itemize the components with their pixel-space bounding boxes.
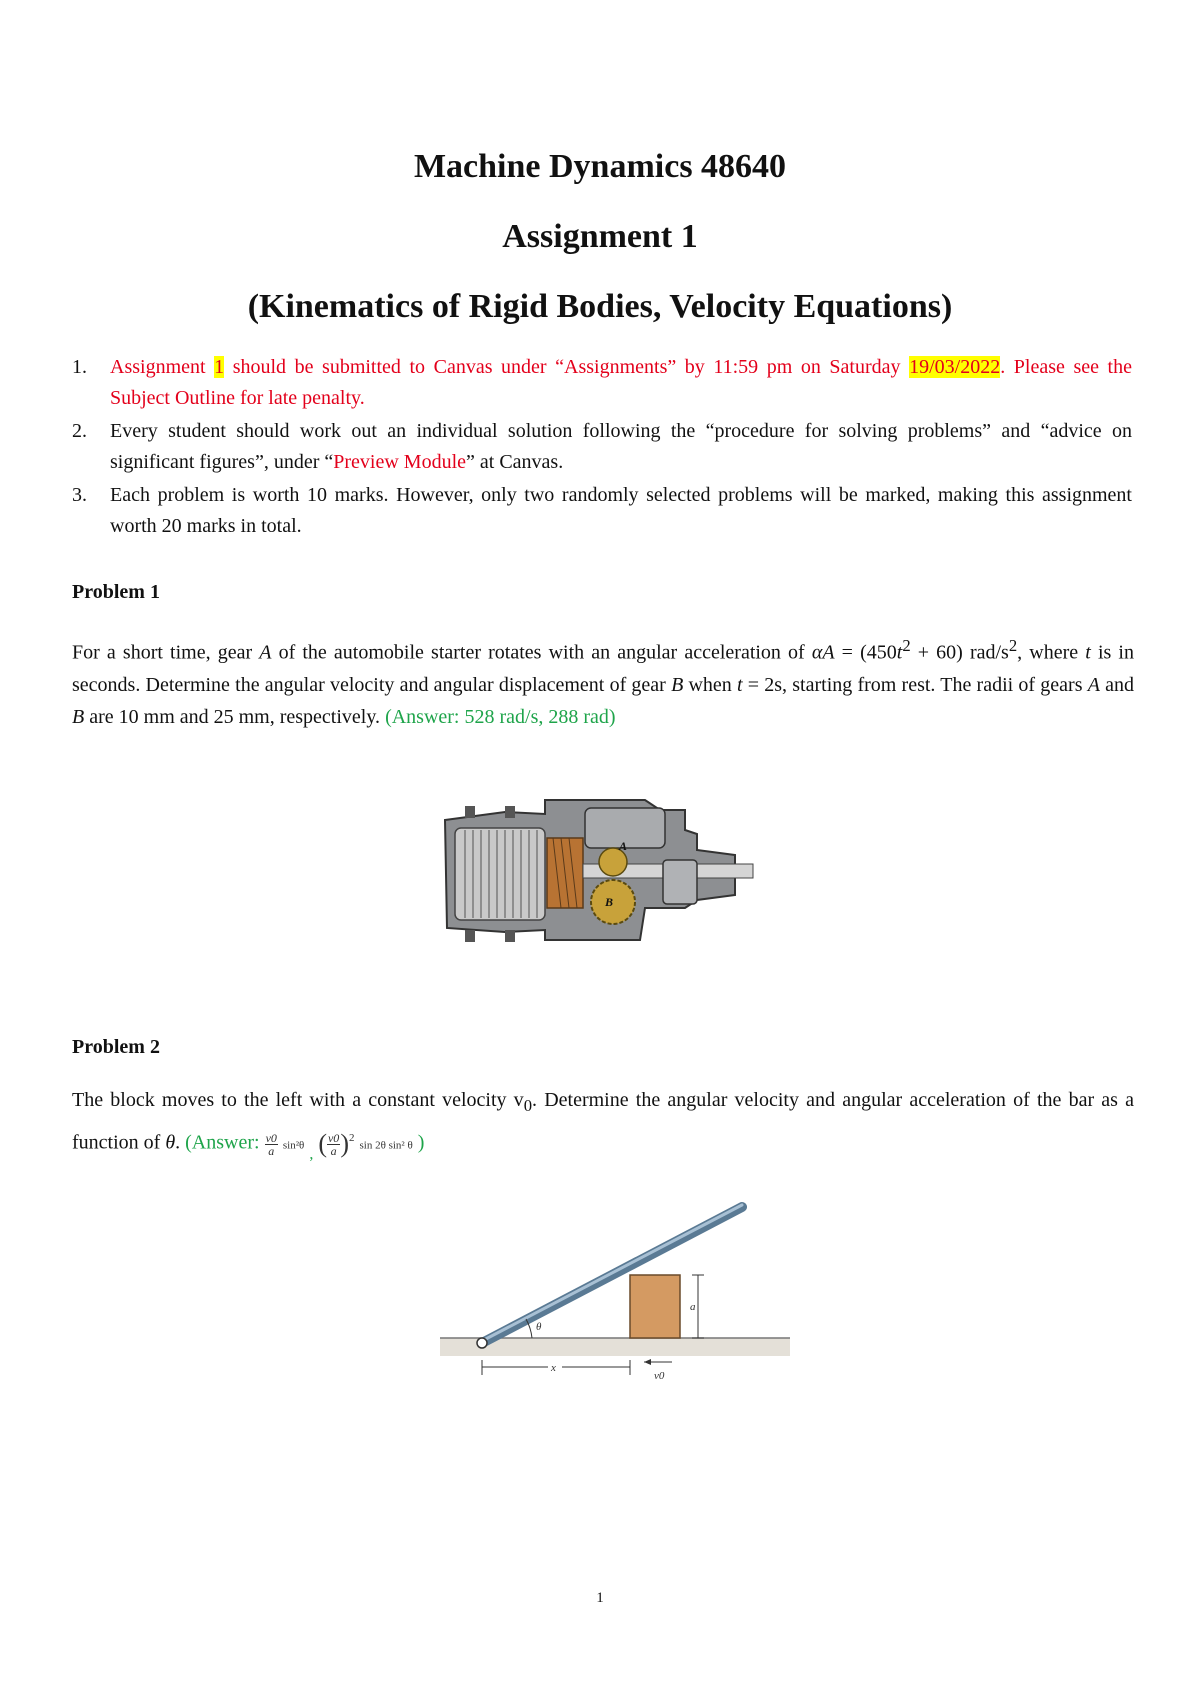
problem-text: when [683,673,738,696]
theta-symbol: θ [165,1131,176,1154]
bolt-shape [505,806,515,818]
problem-1-text [72,630,1134,733]
assignment-title: Assignment 1 [502,218,698,255]
armature-shape [455,828,545,920]
bar-highlight [482,1205,742,1341]
subscript: 0 [523,1096,533,1115]
instruction-text: Assignment [110,356,215,378]
instruction-item-3 [72,480,1132,542]
problem-1-heading: Problem 1 [72,581,160,603]
problem-text: The block moves to the left with a constant velocity v [72,1089,524,1111]
topic-title: (Kinematics of Rigid Bodies, Velocity Equations) [247,288,953,325]
answer-fraction-2 [327,1132,340,1157]
theta-label: θ [536,1321,542,1333]
pinion-shape [663,860,697,904]
instruction-text: should be submitted to Canvas under “Assignments” by 11:59 pm on Saturday [224,356,910,378]
answer-sin2theta-term: sin 2θ sin² θ [359,1139,413,1152]
answer-fraction [265,1132,278,1157]
fraction-denominator: a [330,1143,337,1158]
problem-text: For a short time, gear [72,641,260,664]
list-number: 1. [72,356,87,378]
instruction-text: Each problem is worth 10 marks. However, only two randomly selected problems will be marked, making this assignment worth 20 marks in total. [110,484,1132,537]
highlighted-date: 19/03/2022 [909,356,1001,378]
instruction-text: . Please see the Subject Outline for late penalty. [110,356,1132,409]
bar-block-figure [440,1195,800,1395]
t-symbol: t [737,673,743,696]
bolt-shape [465,806,475,818]
pin-shape [477,1338,487,1348]
superscript: 2 [902,636,911,655]
v0-label: v0 [654,1370,665,1382]
fraction-numerator: v0 [265,1130,277,1145]
problem-2-heading: Problem 2 [72,1036,160,1058]
problem-2-text: The block moves to the left with a constant velocity $v_0$. Determine the angular velocity and angular acceleration of the bar as a function of θ. (Answer: $\frac{v0}{a}$ sin²θ $_,$ ( $\frac{v0}{a}$ )$^2$ sin 2θ sin² θ ) [72,1089,1134,1163]
answer-label: (Answer: [185,1131,265,1154]
gear-a-label: A [619,839,628,853]
bolt-shape [505,930,515,942]
instruction-text: ” at Canvas. [466,451,564,473]
arrow-head [644,1359,651,1365]
problem-1-answer: (Answer: 528 rad/s, 288 rad) [385,705,616,728]
problem-text: and [1099,673,1134,696]
preview-module-text: Preview Module [333,451,467,473]
starter-motor-figure [435,790,775,960]
instruction-list [72,352,1132,544]
gear-b-label: B [605,895,614,909]
problem-text: is in seconds. Determine the angular velocity and angular displacement of gear [72,641,1134,696]
problem-text: are 10 mm and 25 mm, respectively. [84,705,386,728]
a-label: a [690,1301,696,1313]
x-label: x [551,1362,556,1374]
problem-text: + 60) rad/s [910,641,1009,664]
page-number: 1 [596,1590,604,1606]
problem-text: = (450 [834,641,897,664]
paren-open: ( [318,1129,327,1159]
list-number: 3. [72,484,87,506]
superscript: 2 [1008,636,1018,655]
alpha-symbol: αA [811,641,835,664]
list-number: 2. [72,420,87,442]
answer-close: ) [412,1131,425,1154]
gear-b-symbol: B [72,705,85,728]
problem-text: . Determine the angular velocity and angular acceleration of the bar as a function of [72,1089,1134,1154]
instruction-text: Every student should work out an individual solution following the “procedure for solving problems” and “advice on significant figures”, under “ [110,420,1132,473]
problem-text: of the automobile starter rotates with an angular acceleration of [271,641,812,664]
bolt-shape [465,930,475,942]
gear-a-symbol: A [1087,673,1100,696]
t-symbol: t [896,641,903,664]
fraction-numerator: v0 [327,1130,340,1145]
problem-text: . [175,1131,186,1154]
block-shape [630,1275,680,1338]
t-symbol: t [1085,641,1091,664]
fraction-denominator: a [268,1143,275,1158]
paren-close: ) [340,1129,349,1159]
course-title: Machine Dynamics 48640 [413,148,787,185]
instruction-item-1 [72,352,1132,414]
problem-text: = 2s, starting from rest. The radii of gears [742,673,1088,696]
problem-text: , where [1017,641,1086,664]
gear-a-symbol: A [259,641,272,664]
answer-sin-term: sin²θ [282,1139,305,1152]
instruction-item-2 [72,416,1132,478]
answer-comma: , [309,1145,314,1163]
highlighted-number: 1 [214,356,225,378]
gear-b-symbol: B [671,673,684,696]
